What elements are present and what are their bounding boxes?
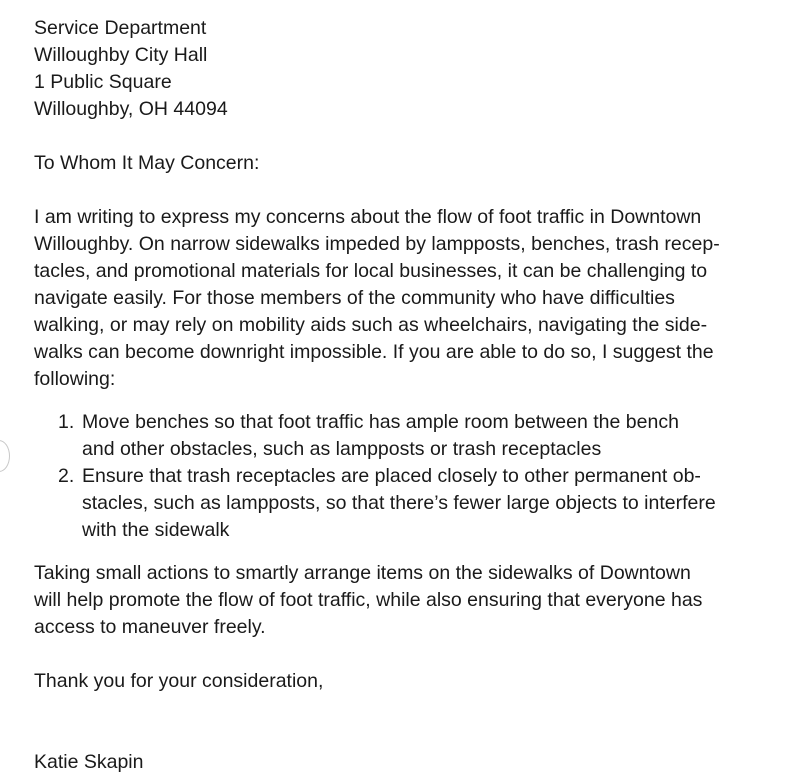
list-line: stacles, such as lampposts, so that there’s fewer large objects to interfere xyxy=(82,492,716,514)
address-block xyxy=(34,15,754,123)
page-edge-marker xyxy=(0,440,10,472)
paragraph-line: I am writing to express my concerns about the flow of foot traffic in Downtown xyxy=(34,206,702,228)
address-line: Willoughby, OH 44094 xyxy=(34,98,228,120)
paragraph-conclusion xyxy=(34,560,754,641)
paragraph-line: navigate easily. For those members of the community who have difficulties xyxy=(34,287,675,309)
list-line: with the sidewalk xyxy=(82,519,230,541)
list-number: 2. xyxy=(58,465,75,487)
list-item xyxy=(34,409,754,463)
paragraph-line: following: xyxy=(34,368,116,390)
closing: Thank you for your consideration, xyxy=(34,670,324,692)
list-line: Move benches so that foot traffic has ample room between the bench xyxy=(82,411,679,433)
paragraph-line: Willoughby. On narrow sidewalks impeded by lampposts, benches, trash recep- xyxy=(34,233,720,255)
list-item xyxy=(34,463,754,544)
paragraph-concerns xyxy=(34,204,754,393)
paragraph-line: walks can become downright impossible. If you are able to do so, I suggest the xyxy=(34,341,714,363)
paragraph-line: tacles, and promotional materials for local businesses, it can be challenging to xyxy=(34,260,708,282)
list-line: Ensure that trash receptacles are placed closely to other permanent ob- xyxy=(82,465,701,487)
paragraph-line: will help promote the flow of foot traffic, while also ensuring that everyone has xyxy=(34,589,703,611)
suggestion-list xyxy=(34,409,754,544)
list-line: and other obstacles, such as lampposts or trash receptacles xyxy=(82,438,602,460)
salutation: To Whom It May Concern: xyxy=(34,152,260,174)
address-line: Service Department xyxy=(34,17,207,39)
paragraph-line: access to maneuver freely. xyxy=(34,616,266,638)
address-line: 1 Public Square xyxy=(34,71,172,93)
paragraph-line: walking, or may rely on mobility aids such as wheelchairs, navigating the side- xyxy=(34,314,708,336)
list-number: 1. xyxy=(58,411,75,433)
paragraph-line: Taking small actions to smartly arrange items on the sidewalks of Downtown xyxy=(34,562,691,584)
letter-body xyxy=(34,15,754,776)
address-line: Willoughby City Hall xyxy=(34,44,208,66)
signature-name: Katie Skapin xyxy=(34,751,144,773)
